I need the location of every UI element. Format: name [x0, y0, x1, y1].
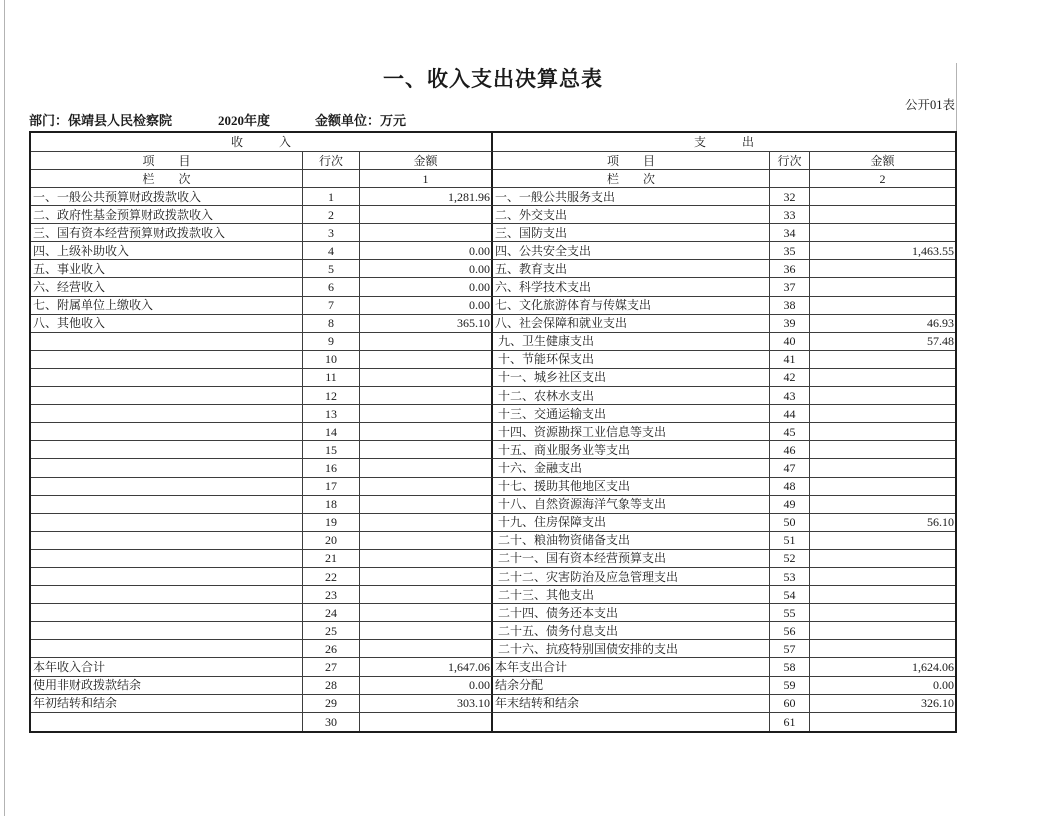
income-item-cell: 五、事业收入 — [31, 260, 303, 278]
income-amount-cell — [360, 441, 493, 459]
expense-item-cell: 年末结转和结余 — [493, 695, 770, 713]
expense-line-cell: 60 — [770, 695, 810, 713]
income-line-cell: 29 — [303, 695, 360, 713]
expense-amount-cell — [810, 224, 955, 242]
expense-amount-cell: 56.10 — [810, 514, 955, 532]
expense-amount-cell — [810, 297, 955, 315]
expense-item-cell: 八、社会保障和就业支出 — [493, 315, 770, 333]
income-item-cell — [31, 387, 303, 405]
income-amount-cell — [360, 478, 493, 496]
expense-line-cell: 49 — [770, 496, 810, 514]
income-lanci-line-cell — [303, 170, 360, 188]
income-item-cell — [31, 459, 303, 477]
expense-lanci-header: 栏 次 — [493, 170, 770, 188]
expense-amount-cell: 1,624.06 — [810, 658, 955, 676]
expense-line-cell: 48 — [770, 478, 810, 496]
expense-item-cell: 五、教育支出 — [493, 260, 770, 278]
expense-line-cell: 43 — [770, 387, 810, 405]
income-line-cell: 17 — [303, 478, 360, 496]
expense-line-cell: 50 — [770, 514, 810, 532]
expense-line-cell: 46 — [770, 441, 810, 459]
income-line-cell: 13 — [303, 405, 360, 423]
expense-item-cell: 二十一、国有资本经营预算支出 — [493, 550, 770, 568]
expense-item-cell: 九、卫生健康支出 — [493, 333, 770, 351]
income-item-cell — [31, 405, 303, 423]
expense-item-column-header: 项 目 — [493, 152, 770, 170]
expense-line-cell: 59 — [770, 677, 810, 695]
table-code-label: 公开01表 — [904, 98, 955, 112]
expense-line-column-header: 行次 — [770, 152, 810, 170]
income-line-cell: 28 — [303, 677, 360, 695]
expense-item-cell: 十三、交通运输支出 — [493, 405, 770, 423]
expense-item-cell: 二十四、债务还本支出 — [493, 604, 770, 622]
expense-line-cell: 58 — [770, 658, 810, 676]
expense-amount-cell — [810, 478, 955, 496]
expense-item-cell: 十五、商业服务业等支出 — [493, 441, 770, 459]
income-item-column-header: 项 目 — [31, 152, 303, 170]
income-item-cell — [31, 333, 303, 351]
income-amount-cell: 365.10 — [360, 315, 493, 333]
income-item-cell: 二、政府性基金预算财政拨款收入 — [31, 206, 303, 224]
expense-item-cell: 二十五、债务付息支出 — [493, 622, 770, 640]
income-line-cell: 18 — [303, 496, 360, 514]
income-amount-cell — [360, 586, 493, 604]
expense-amount-cell — [810, 622, 955, 640]
income-item-cell: 本年收入合计 — [31, 658, 303, 676]
income-item-cell — [31, 441, 303, 459]
income-item-cell: 七、附属单位上缴收入 — [31, 297, 303, 315]
expense-amount-cell — [810, 188, 955, 206]
expense-amount-cell: 326.10 — [810, 695, 955, 713]
income-amount-cell — [360, 514, 493, 532]
expense-lanci-line-cell — [770, 170, 810, 188]
income-item-cell — [31, 496, 303, 514]
expense-amount-cell — [810, 278, 955, 296]
income-amount-cell — [360, 387, 493, 405]
expense-amount-cell — [810, 496, 955, 514]
expense-amount-cell — [810, 369, 955, 387]
expense-item-cell: 六、科学技术支出 — [493, 278, 770, 296]
income-line-cell: 26 — [303, 640, 360, 658]
income-line-cell: 14 — [303, 423, 360, 441]
expense-line-cell: 32 — [770, 188, 810, 206]
income-line-column-header: 行次 — [303, 152, 360, 170]
income-amount-cell — [360, 224, 493, 242]
expense-line-cell: 47 — [770, 459, 810, 477]
expense-line-cell: 38 — [770, 297, 810, 315]
expense-item-cell: 本年支出合计 — [493, 658, 770, 676]
expense-line-cell: 33 — [770, 206, 810, 224]
income-item-cell: 使用非财政拨款结余 — [31, 677, 303, 695]
expense-item-cell: 十六、金融支出 — [493, 459, 770, 477]
income-column-index: 1 — [360, 170, 493, 188]
income-amount-cell — [360, 206, 493, 224]
expense-line-cell: 44 — [770, 405, 810, 423]
expense-line-cell: 53 — [770, 568, 810, 586]
income-item-cell — [31, 604, 303, 622]
expense-item-cell: 二十三、其他支出 — [493, 586, 770, 604]
income-line-cell: 23 — [303, 586, 360, 604]
fiscal-year-label: 2020年度 — [218, 113, 271, 128]
income-amount-cell — [360, 369, 493, 387]
expense-amount-cell: 46.93 — [810, 315, 955, 333]
expense-line-cell: 39 — [770, 315, 810, 333]
income-amount-cell — [360, 423, 493, 441]
expense-amount-cell — [810, 550, 955, 568]
income-item-cell — [31, 568, 303, 586]
income-item-cell — [31, 532, 303, 550]
expense-line-cell: 41 — [770, 351, 810, 369]
income-amount-cell: 1,647.06 — [360, 658, 493, 676]
expense-item-cell: 二十二、灾害防治及应急管理支出 — [493, 568, 770, 586]
income-line-cell: 16 — [303, 459, 360, 477]
income-amount-cell — [360, 550, 493, 568]
expense-line-cell: 40 — [770, 333, 810, 351]
income-section-header: 收 入 — [31, 133, 493, 152]
income-amount-cell — [360, 405, 493, 423]
income-line-cell: 3 — [303, 224, 360, 242]
expense-amount-cell — [810, 459, 955, 477]
income-line-cell: 6 — [303, 278, 360, 296]
income-amount-cell: 0.00 — [360, 297, 493, 315]
income-item-cell: 三、国有资本经营预算财政拨款收入 — [31, 224, 303, 242]
income-lanci-header: 栏 次 — [31, 170, 303, 188]
expense-amount-cell — [810, 351, 955, 369]
income-line-cell: 24 — [303, 604, 360, 622]
expense-amount-cell — [810, 423, 955, 441]
expense-line-cell: 57 — [770, 640, 810, 658]
income-item-cell — [31, 514, 303, 532]
expense-amount-cell — [810, 260, 955, 278]
income-amount-cell — [360, 604, 493, 622]
income-amount-cell — [360, 496, 493, 514]
expense-amount-cell — [810, 568, 955, 586]
expense-line-cell: 36 — [770, 260, 810, 278]
income-line-cell: 4 — [303, 242, 360, 260]
expense-item-cell: 十二、农林水支出 — [493, 387, 770, 405]
expense-item-cell: 二十、粮油物资储备支出 — [493, 532, 770, 550]
expense-item-cell: 二、外交支出 — [493, 206, 770, 224]
income-line-cell: 11 — [303, 369, 360, 387]
expense-line-cell: 52 — [770, 550, 810, 568]
expense-line-cell: 54 — [770, 586, 810, 604]
income-amount-cell — [360, 622, 493, 640]
income-item-cell: 一、一般公共预算财政拨款收入 — [31, 188, 303, 206]
income-amount-cell — [360, 459, 493, 477]
page-boundary-left-line — [4, 0, 5, 816]
expense-amount-cell — [810, 405, 955, 423]
income-line-cell: 19 — [303, 514, 360, 532]
income-item-cell — [31, 640, 303, 658]
income-amount-cell — [360, 640, 493, 658]
expense-amount-cell: 0.00 — [810, 677, 955, 695]
income-item-cell: 六、经营收入 — [31, 278, 303, 296]
expense-line-cell: 45 — [770, 423, 810, 441]
income-item-cell — [31, 622, 303, 640]
income-line-cell: 22 — [303, 568, 360, 586]
expense-section-header: 支 出 — [493, 133, 955, 152]
income-line-cell: 9 — [303, 333, 360, 351]
expense-item-cell: 十一、城乡社区支出 — [493, 369, 770, 387]
income-line-cell: 2 — [303, 206, 360, 224]
income-amount-cell — [360, 568, 493, 586]
expense-item-cell: 三、国防支出 — [493, 224, 770, 242]
income-line-cell: 1 — [303, 188, 360, 206]
expense-column-index: 2 — [810, 170, 955, 188]
expense-item-cell: 十九、住房保障支出 — [493, 514, 770, 532]
income-line-cell: 27 — [303, 658, 360, 676]
income-item-cell: 年初结转和结余 — [31, 695, 303, 713]
department-label: 部门：保靖县人民检察院 — [29, 113, 173, 128]
income-line-cell: 20 — [303, 532, 360, 550]
expense-item-cell: 一、一般公共服务支出 — [493, 188, 770, 206]
expense-amount-cell — [810, 640, 955, 658]
income-item-cell — [31, 550, 303, 568]
expense-line-cell: 61 — [770, 713, 810, 731]
income-item-cell — [31, 586, 303, 604]
expense-amount-cell — [810, 604, 955, 622]
expense-item-cell: 十八、自然资源海洋气象等支出 — [493, 496, 770, 514]
income-amount-cell — [360, 532, 493, 550]
expense-item-cell — [493, 713, 770, 731]
expense-amount-cell: 57.48 — [810, 333, 955, 351]
income-line-cell: 5 — [303, 260, 360, 278]
expense-amount-cell — [810, 206, 955, 224]
income-item-cell: 四、上级补助收入 — [31, 242, 303, 260]
income-item-cell — [31, 713, 303, 731]
income-line-cell: 30 — [303, 713, 360, 731]
income-amount-cell: 0.00 — [360, 278, 493, 296]
expense-amount-cell — [810, 532, 955, 550]
income-item-cell — [31, 478, 303, 496]
income-item-cell: 八、其他收入 — [31, 315, 303, 333]
expense-amount-column-header: 金额 — [810, 152, 955, 170]
income-amount-column-header: 金额 — [360, 152, 493, 170]
income-item-cell — [31, 423, 303, 441]
expense-item-cell: 十四、资源勘探工业信息等支出 — [493, 423, 770, 441]
income-line-cell: 25 — [303, 622, 360, 640]
expense-line-cell: 51 — [770, 532, 810, 550]
expense-item-cell: 二十六、抗疫特别国债安排的支出 — [493, 640, 770, 658]
expense-line-cell: 56 — [770, 622, 810, 640]
income-amount-cell: 303.10 — [360, 695, 493, 713]
accounts-summary-table — [29, 131, 957, 733]
income-amount-cell — [360, 351, 493, 369]
income-line-cell: 8 — [303, 315, 360, 333]
income-amount-cell: 0.00 — [360, 260, 493, 278]
expense-amount-cell — [810, 713, 955, 731]
income-line-cell: 21 — [303, 550, 360, 568]
expense-line-cell: 34 — [770, 224, 810, 242]
expense-line-cell: 55 — [770, 604, 810, 622]
expense-item-cell: 十、节能环保支出 — [493, 351, 770, 369]
expense-item-cell: 四、公共安全支出 — [493, 242, 770, 260]
page-title: 一、收入支出决算总表 — [383, 67, 603, 91]
expense-line-cell: 35 — [770, 242, 810, 260]
income-item-cell — [31, 351, 303, 369]
income-amount-cell: 0.00 — [360, 677, 493, 695]
expense-line-cell: 42 — [770, 369, 810, 387]
income-line-cell: 12 — [303, 387, 360, 405]
income-amount-cell: 1,281.96 — [360, 188, 493, 206]
amount-unit-label: 金额单位：万元 — [315, 113, 407, 128]
income-item-cell — [31, 369, 303, 387]
expense-item-cell: 十七、援助其他地区支出 — [493, 478, 770, 496]
expense-amount-cell: 1,463.55 — [810, 242, 955, 260]
expense-item-cell: 七、文化旅游体育与传媒支出 — [493, 297, 770, 315]
expense-item-cell: 结余分配 — [493, 677, 770, 695]
income-line-cell: 15 — [303, 441, 360, 459]
expense-line-cell: 37 — [770, 278, 810, 296]
income-line-cell: 7 — [303, 297, 360, 315]
income-amount-cell: 0.00 — [360, 242, 493, 260]
income-line-cell: 10 — [303, 351, 360, 369]
income-amount-cell — [360, 333, 493, 351]
expense-amount-cell — [810, 441, 955, 459]
expense-amount-cell — [810, 387, 955, 405]
expense-amount-cell — [810, 586, 955, 604]
income-amount-cell — [360, 713, 493, 731]
